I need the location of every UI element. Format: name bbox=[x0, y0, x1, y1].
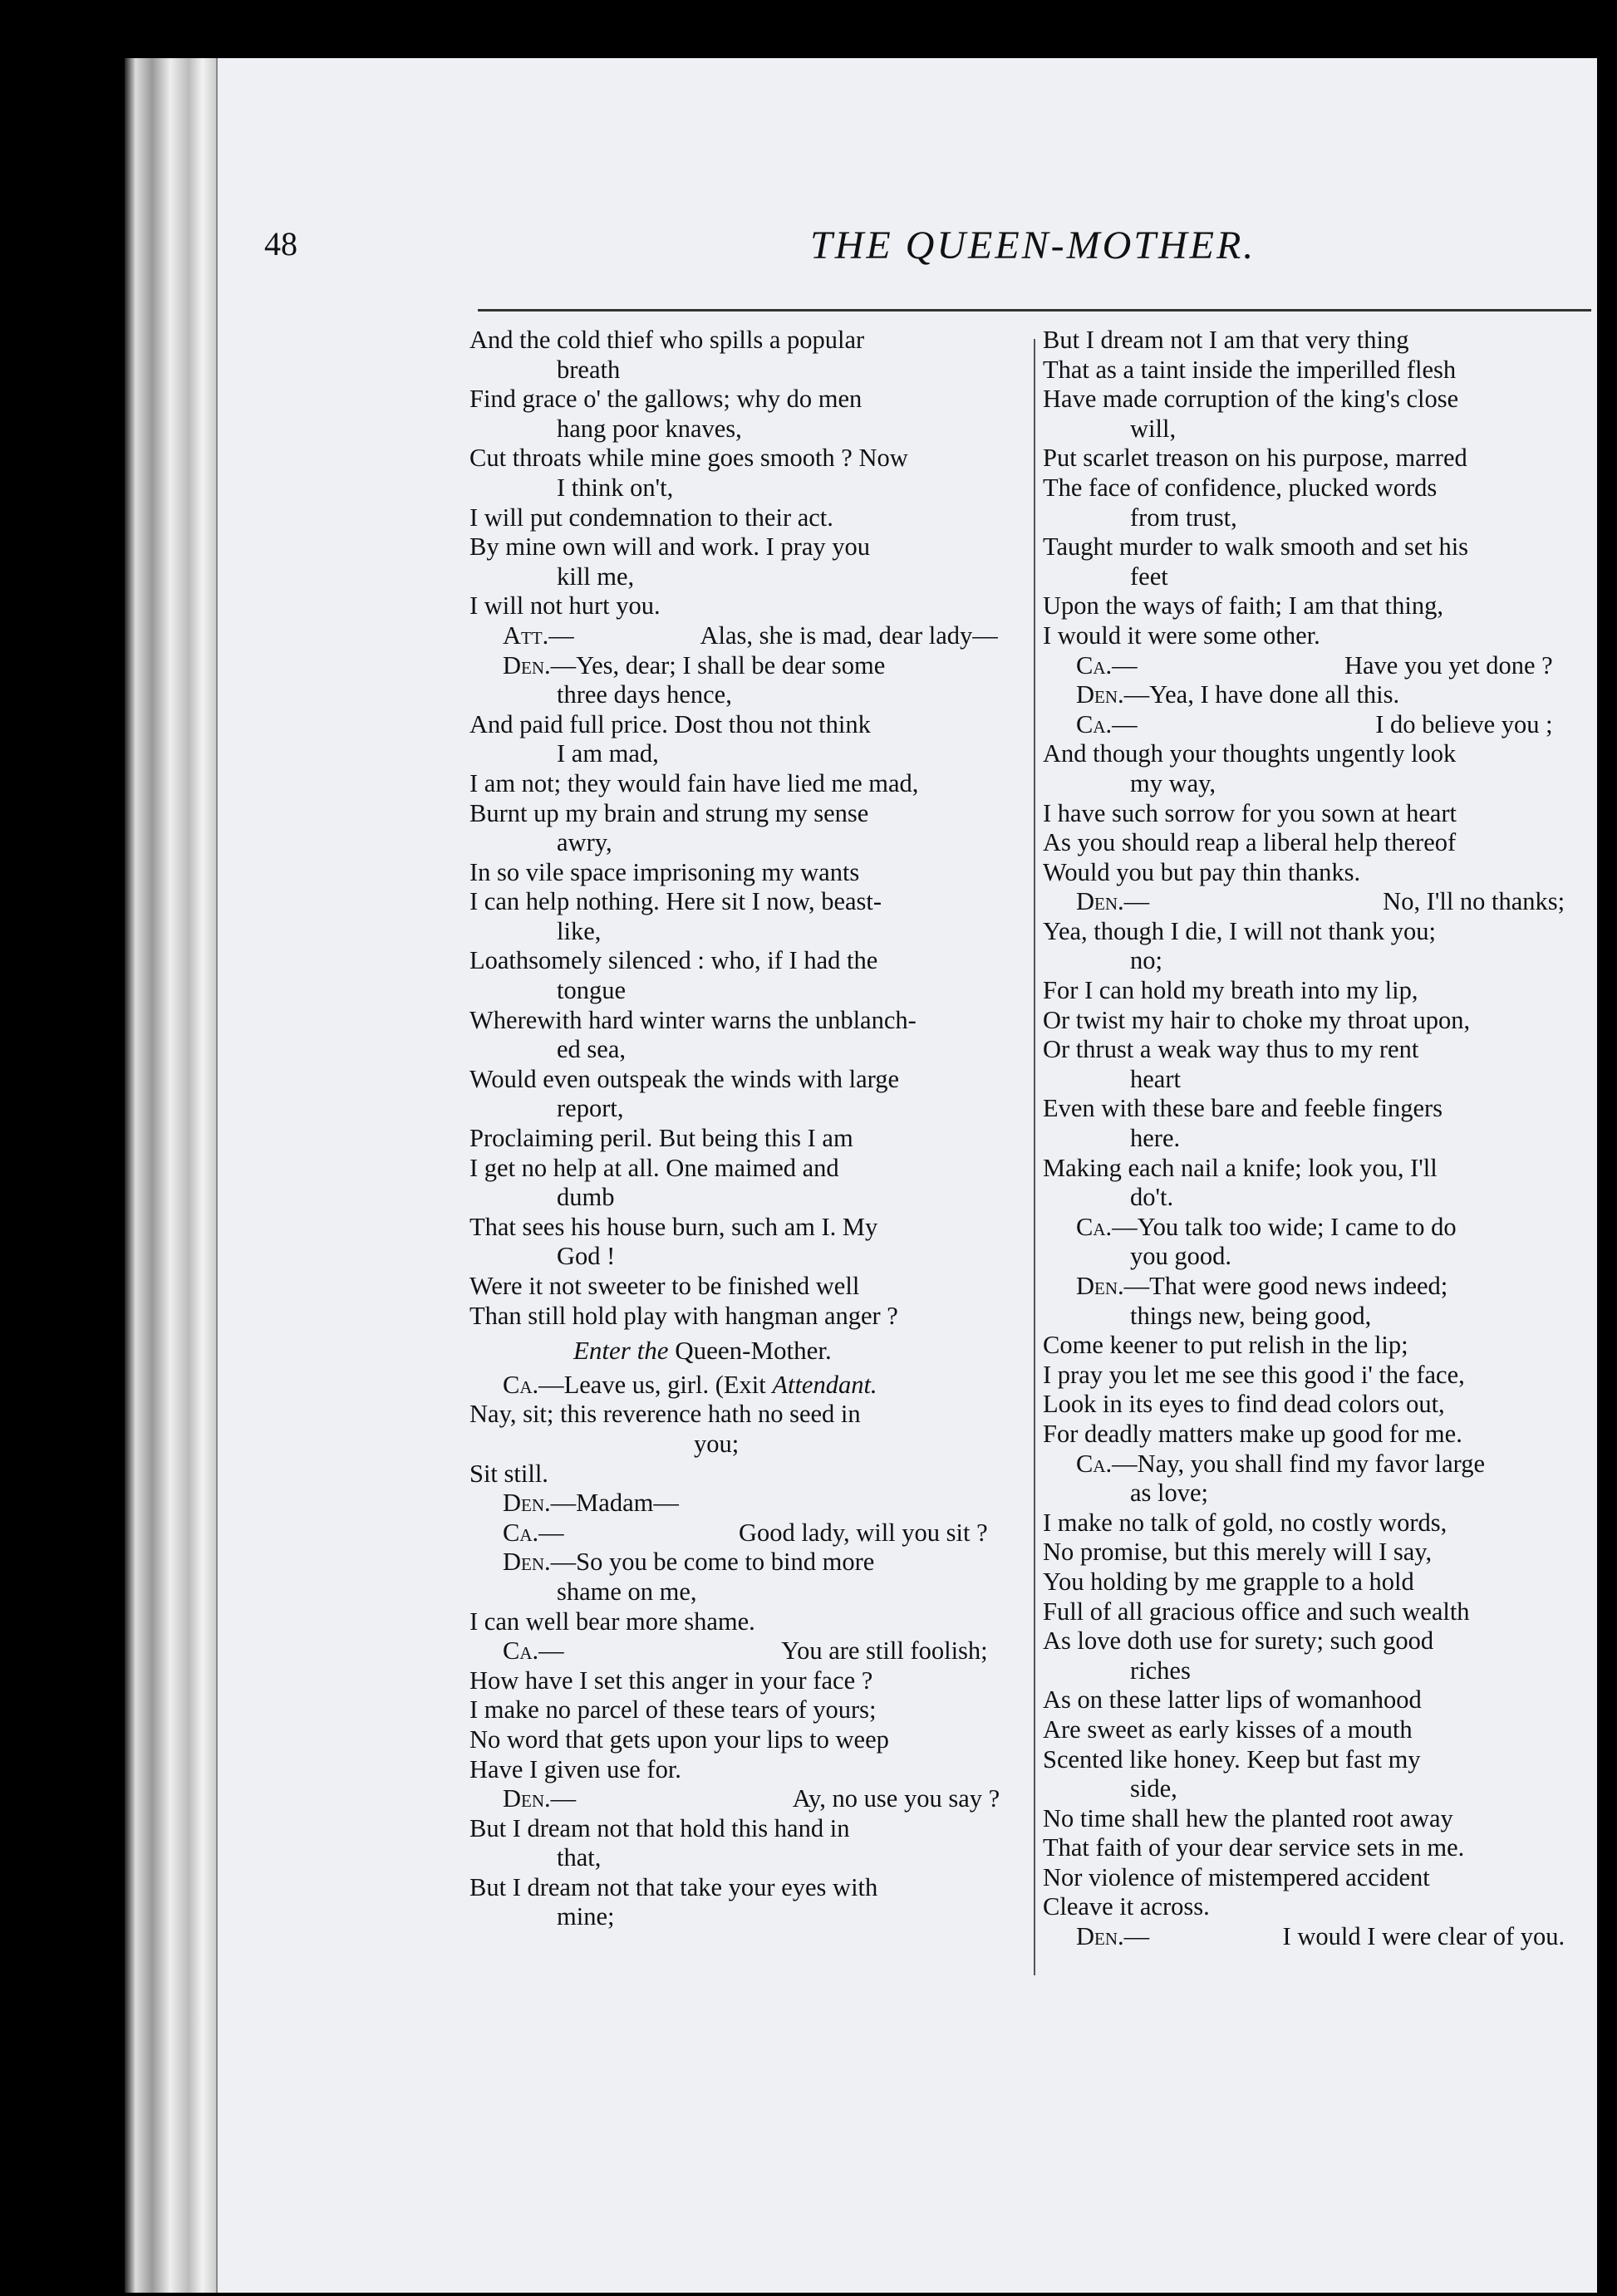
speaker-name: Ca. bbox=[1076, 1212, 1113, 1241]
verse-line: As you should reap a liberal help thereof bbox=[1043, 828, 1457, 857]
speaker-name: Den. bbox=[503, 650, 551, 679]
verse-line: from trust, bbox=[1130, 503, 1237, 532]
verse-line: things new, being good, bbox=[1130, 1301, 1372, 1330]
verse-line: Than still hold play with hangman anger ? bbox=[469, 1301, 898, 1330]
speaker-name: Den. bbox=[1076, 680, 1124, 709]
verse-line: breath bbox=[557, 355, 621, 384]
speech-text: —Yes, dear; I shall be dear some bbox=[550, 650, 886, 679]
verse-line: I will not hurt you. bbox=[469, 591, 661, 621]
verse-line: Proclaiming peril. But being this I am bbox=[469, 1124, 853, 1153]
verse-line: Scented like honey. Keep but fast my bbox=[1043, 1744, 1421, 1774]
verse-line: Would even outspeak the winds with large bbox=[469, 1064, 900, 1093]
verse-line: That sees his house burn, such am I. My bbox=[469, 1212, 878, 1241]
verse-line: Sit still. bbox=[469, 1459, 548, 1488]
verse-line: No time shall hew the planted root away bbox=[1043, 1803, 1453, 1832]
speech-text: —Madam— bbox=[550, 1489, 679, 1518]
verse-line: That faith of your dear service sets in me. bbox=[1043, 1833, 1465, 1862]
verse-line: Burnt up my brain and strung my sense bbox=[469, 798, 869, 827]
verse-line: Cleave it across. bbox=[1043, 1892, 1210, 1921]
verse-line: And the cold thief who spills a popular bbox=[469, 326, 865, 354]
verse-line: But I dream not that take your eyes with bbox=[469, 1872, 878, 1901]
verse-line: God ! bbox=[557, 1242, 616, 1271]
speech-text: I do believe you ; bbox=[1375, 709, 1553, 738]
verse-line: Even with these bare and feeble fingers bbox=[1043, 1094, 1443, 1123]
stage-direction: Attendant. bbox=[772, 1370, 877, 1399]
verse-line: And though your thoughts ungently look bbox=[1043, 739, 1457, 768]
speaker-name: Ca. bbox=[1076, 1449, 1113, 1478]
text-column-right bbox=[1043, 326, 1583, 1952]
speaker-name: Ca.— bbox=[1076, 650, 1138, 679]
verse-line bbox=[469, 651, 1018, 681]
verse-line: No word that gets upon your lips to weep bbox=[469, 1724, 889, 1754]
verse-line: I make no talk of gold, no costly words, bbox=[1043, 1508, 1447, 1537]
verse-line bbox=[1043, 1213, 1583, 1243]
speaker-name: Ca.— bbox=[503, 1636, 564, 1666]
verse-line bbox=[469, 1518, 1018, 1548]
speech-text: —You talk too wide; I came to do bbox=[1112, 1212, 1457, 1241]
verse-line: here. bbox=[1130, 1124, 1181, 1153]
speaker-name: Den. bbox=[1076, 1272, 1124, 1300]
verse-line: But I dream not I am that very thing bbox=[1043, 326, 1409, 354]
speaker-name: Den. bbox=[503, 1548, 551, 1577]
verse-line: Are sweet as early kisses of a mouth bbox=[1043, 1715, 1413, 1744]
verse-line: ed sea, bbox=[557, 1035, 626, 1064]
verse-line: as love; bbox=[1130, 1479, 1209, 1508]
verse-line: Find grace o' the gallows; why do men bbox=[469, 385, 863, 414]
speech-text: Ay, no use you say ? bbox=[792, 1784, 1000, 1813]
verse-line: my way, bbox=[1130, 768, 1216, 797]
verse-line bbox=[1043, 680, 1583, 710]
verse-line: I will put condemnation to their act. bbox=[469, 503, 833, 532]
text-column-left bbox=[469, 326, 1018, 1932]
verse-line: As love doth use for surety; such good bbox=[1043, 1626, 1434, 1656]
verse-line: Look in its eyes to find dead colors out, bbox=[1043, 1390, 1445, 1419]
verse-line bbox=[469, 1371, 1018, 1401]
speech-text: —Nay, you shall find my favor large bbox=[1112, 1449, 1486, 1478]
verse-line: Making each nail a knife; look you, I'll bbox=[1043, 1153, 1438, 1182]
running-head: THE QUEEN-MOTHER. bbox=[810, 223, 1256, 267]
speaker-name: Den. bbox=[503, 1489, 551, 1518]
speaker-name: Den.— bbox=[1076, 887, 1150, 916]
verse-line: will, bbox=[1130, 414, 1177, 443]
verse-line: You holding by me grapple to a hold bbox=[1043, 1567, 1414, 1596]
verse-line: do't. bbox=[1130, 1183, 1174, 1212]
verse-line: I pray you let me see this good i' the face, bbox=[1043, 1360, 1465, 1389]
verse-line: I make no parcel of these tears of yours; bbox=[469, 1695, 877, 1724]
verse-line: For I can hold my breath into my lip, bbox=[1043, 976, 1418, 1005]
verse-line: And paid full price. Dost thou not think bbox=[469, 709, 871, 738]
verse-line: Put scarlet treason on his purpose, marred bbox=[1043, 444, 1467, 473]
speaker-name: Den.— bbox=[503, 1784, 577, 1813]
verse-line: Cut throats while mine goes smooth ? Now bbox=[469, 444, 908, 473]
verse-line: I think on't, bbox=[557, 473, 674, 502]
verse-line: hang poor knaves, bbox=[557, 414, 742, 443]
verse-line: Would you but pay thin thanks. bbox=[1043, 857, 1361, 886]
verse-line bbox=[469, 1489, 1018, 1518]
verse-line: report, bbox=[557, 1094, 624, 1123]
verse-line: That as a taint inside the imperilled flesh bbox=[1043, 355, 1457, 384]
speech-text: Alas, she is mad, dear lady— bbox=[700, 621, 998, 650]
verse-line: Nor violence of mistempered accident bbox=[1043, 1862, 1430, 1891]
verse-line: no; bbox=[1130, 946, 1162, 975]
verse-line bbox=[1043, 1272, 1583, 1302]
speech-text: You are still foolish; bbox=[781, 1636, 988, 1666]
verse-line: Taught murder to walk smooth and set his bbox=[1043, 532, 1469, 562]
speaker-name: Ca. bbox=[503, 1370, 539, 1399]
verse-line: No promise, but this merely will I say, bbox=[1043, 1538, 1433, 1567]
book-spine-edge bbox=[125, 58, 216, 2293]
verse-line: Were it not sweeter to be finished well bbox=[469, 1272, 860, 1300]
verse-line: How have I set this anger in your face ? bbox=[469, 1666, 873, 1695]
verse-line: For deadly matters make up good for me. bbox=[1043, 1419, 1462, 1448]
verse-line: Come keener to put relish in the lip; bbox=[1043, 1331, 1408, 1360]
verse-line: Full of all gracious office and such wealth bbox=[1043, 1597, 1470, 1626]
stage-direction-italic: Enter the bbox=[573, 1336, 669, 1366]
verse-line: Nay, sit; this reverence hath no seed in bbox=[469, 1400, 861, 1429]
verse-line: dumb bbox=[557, 1183, 615, 1212]
stage-direction bbox=[469, 1336, 1018, 1366]
speech-text: I would I were clear of you. bbox=[1282, 1922, 1565, 1951]
speaker-name: Ca.— bbox=[503, 1518, 564, 1547]
verse-line: The face of confidence, plucked words bbox=[1043, 473, 1438, 502]
verse-line: you good. bbox=[1130, 1242, 1231, 1271]
verse-line: I would it were some other. bbox=[1043, 621, 1320, 650]
speech-text: No, I'll no thanks; bbox=[1383, 887, 1565, 916]
header-rule bbox=[478, 309, 1591, 312]
verse-line: three days hence, bbox=[557, 680, 732, 709]
verse-line: mine; bbox=[557, 1902, 615, 1931]
speaker-name: Att.— bbox=[503, 621, 574, 650]
verse-line bbox=[1043, 1922, 1583, 1952]
stage-direction-text: Queen-Mother. bbox=[668, 1336, 832, 1366]
verse-line: Or thrust a weak way thus to my rent bbox=[1043, 1035, 1419, 1064]
speaker-name: Ca.— bbox=[1076, 709, 1138, 738]
verse-line: kill me, bbox=[557, 562, 635, 591]
speech-text: —Yea, I have done all this. bbox=[1123, 680, 1400, 709]
verse-line: awry, bbox=[557, 828, 612, 857]
speech-text: Have you yet done ? bbox=[1344, 650, 1553, 679]
speech-text: —Leave us, girl. (Exit bbox=[538, 1370, 773, 1399]
verse-line bbox=[1043, 710, 1583, 740]
verse-line: feet bbox=[1130, 562, 1168, 591]
speech-text: —That were good news indeed; bbox=[1123, 1272, 1448, 1300]
verse-line bbox=[1043, 1450, 1583, 1479]
speech-text: Good lady, will you sit ? bbox=[739, 1518, 988, 1547]
verse-line bbox=[469, 621, 1018, 651]
column-divider bbox=[1034, 339, 1035, 1975]
verse-line: I am not; they would fain have lied me mad, bbox=[469, 768, 919, 797]
verse-line: like, bbox=[557, 916, 602, 945]
verse-line: I have such sorrow for you sown at heart bbox=[1043, 798, 1457, 827]
verse-line: Upon the ways of faith; I am that thing, bbox=[1043, 591, 1443, 621]
verse-line: side, bbox=[1130, 1774, 1177, 1803]
verse-line: I get no help at all. One maimed and bbox=[469, 1153, 839, 1182]
verse-line: I can well bear more shame. bbox=[469, 1607, 755, 1636]
verse-line bbox=[1043, 887, 1583, 917]
verse-line: But I dream not that hold this hand in bbox=[469, 1813, 850, 1842]
verse-line bbox=[1043, 651, 1583, 681]
verse-line: shame on me, bbox=[557, 1577, 697, 1606]
verse-line: By mine own will and work. I pray you bbox=[469, 532, 870, 562]
verse-line: I can help nothing. Here sit I now, beast- bbox=[469, 887, 882, 916]
verse-line: Have I given use for. bbox=[469, 1754, 681, 1783]
verse-line: Have made corruption of the king's close bbox=[1043, 385, 1459, 414]
verse-line bbox=[469, 1548, 1018, 1577]
verse-line: Or twist my hair to choke my throat upon, bbox=[1043, 1005, 1471, 1034]
verse-line bbox=[469, 1784, 1018, 1814]
verse-line: you; bbox=[694, 1429, 740, 1458]
page-number: 48 bbox=[264, 225, 297, 262]
verse-line: that, bbox=[557, 1843, 602, 1872]
verse-line: Loathsomely silenced : who, if I had the bbox=[469, 946, 878, 975]
verse-line: Yea, though I die, I will not thank you; bbox=[1043, 916, 1437, 945]
verse-line: In so vile space imprisoning my wants bbox=[469, 857, 860, 886]
verse-line: tongue bbox=[557, 976, 627, 1005]
verse-line: As on these latter lips of womanhood bbox=[1043, 1685, 1422, 1715]
verse-line bbox=[469, 1636, 1018, 1666]
speaker-name: Den.— bbox=[1076, 1922, 1150, 1951]
speech-text: —So you be come to bind more bbox=[550, 1548, 875, 1577]
verse-line: heart bbox=[1130, 1064, 1181, 1093]
verse-line: I am mad, bbox=[557, 739, 659, 768]
verse-line: Wherewith hard winter warns the unblanch- bbox=[469, 1005, 917, 1034]
verse-line: riches bbox=[1130, 1656, 1191, 1685]
